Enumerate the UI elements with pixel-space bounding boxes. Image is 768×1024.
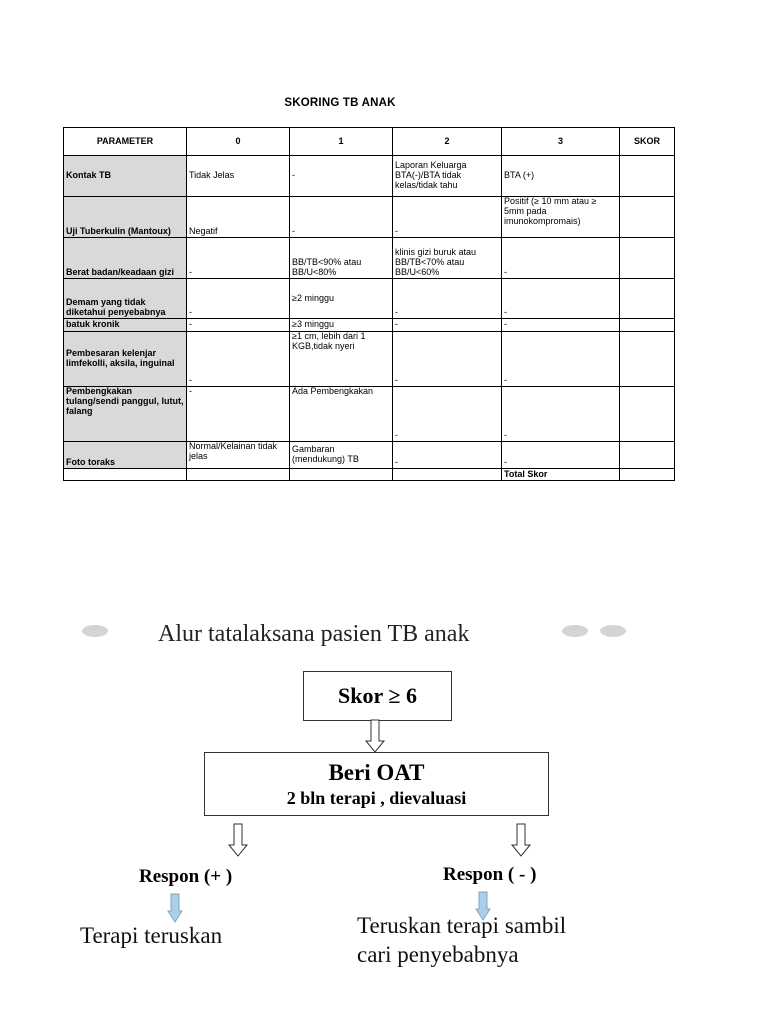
total-label: Total Skor: [502, 469, 620, 481]
score-cell: [620, 319, 675, 332]
table-cell: -: [502, 332, 620, 387]
table-cell: -: [502, 319, 620, 332]
scoring-table: [63, 127, 675, 481]
down-arrow-icon: [228, 823, 248, 857]
score-cell: [620, 332, 675, 387]
table-cell: -: [393, 387, 502, 442]
treatment-box: [204, 752, 549, 816]
table-cell: [187, 469, 290, 481]
table-cell: -: [290, 197, 393, 238]
table-cell: Normal/Kelainan tidak jelas: [187, 442, 290, 469]
total-score-cell: [620, 469, 675, 481]
table-cell: klinis gizi buruk atau BB/TB<70% atau BB/U<60%: [393, 238, 502, 279]
header-score-2: 2: [393, 128, 502, 156]
table-cell: ≥2 minggu: [290, 279, 393, 319]
table-cell: BB/TB<90% atau BB/U<80%: [290, 238, 393, 279]
param-cell: Pembesaran kelenjar limfekolli, aksila, inguinal: [64, 332, 187, 387]
treatment-flowchart: [72, 607, 646, 967]
table-row: [64, 279, 675, 319]
param-cell: Kontak TB: [64, 156, 187, 197]
down-arrow-icon: [511, 823, 531, 857]
flowchart-title: Alur tatalaksana pasien TB anak: [158, 621, 470, 647]
score-threshold-box: Skor ≥ 6: [303, 671, 452, 721]
table-cell: Laporan Keluarga BTA(-)/BTA tidak kelas/tidak tahu: [393, 156, 502, 197]
decorative-blob: [82, 625, 108, 637]
table-cell: -: [502, 387, 620, 442]
table-cell: Gambaran (mendukung) TB: [290, 442, 393, 469]
score-cell: [620, 442, 675, 469]
score-cell: [620, 279, 675, 319]
table-cell: ≥3 minggu: [290, 319, 393, 332]
response-negative: Respon ( - ): [443, 864, 537, 885]
score-cell: [620, 387, 675, 442]
table-cell: Negatif: [187, 197, 290, 238]
param-cell: Berat badan/keadaan gizi: [64, 238, 187, 279]
table-cell: Tidak Jelas: [187, 156, 290, 197]
response-positive: Respon (+ ): [139, 866, 233, 887]
table-cell: -: [502, 442, 620, 469]
table-cell: ≥1 cm, lebih dari 1 KGB,tidak nyeri: [290, 332, 393, 387]
score-cell: [620, 238, 675, 279]
table-row: [64, 332, 675, 387]
param-cell: Demam yang tidak diketahui penyebabnya: [64, 279, 187, 319]
table-cell: -: [187, 332, 290, 387]
table-header-row: [64, 128, 675, 156]
table-title: SKORING TB ANAK: [284, 97, 396, 109]
table-cell: -: [393, 319, 502, 332]
table-cell: -: [187, 319, 290, 332]
result-negative-line1: Teruskan terapi sambil: [357, 913, 567, 938]
table-cell: Positif (≥ 10 mm atau ≥ 5mm pada imunokompromais): [502, 197, 620, 238]
header-score-1: 1: [290, 128, 393, 156]
treatment-title: Beri OAT: [328, 760, 425, 785]
header-parameter: PARAMETER: [64, 128, 187, 156]
param-cell: Uji Tuberkulin (Mantoux): [64, 197, 187, 238]
decorative-blob: [600, 625, 626, 637]
result-negative-line2: cari penyebabnya: [357, 942, 519, 967]
table-row: [64, 156, 675, 197]
table-cell: -: [502, 238, 620, 279]
header-score-0: 0: [187, 128, 290, 156]
table-cell: Ada Pembengkakan: [290, 387, 393, 442]
table-cell: -: [502, 279, 620, 319]
param-cell: Foto toraks: [64, 442, 187, 469]
down-arrow-icon: [167, 893, 183, 923]
result-negative: [357, 911, 566, 967]
total-row: [64, 469, 675, 481]
treatment-detail: 2 bln terapi , dievaluasi: [286, 788, 467, 808]
table-cell: -: [187, 238, 290, 279]
table-cell: [393, 469, 502, 481]
score-cell: [620, 197, 675, 238]
table-row: [64, 442, 675, 469]
table-cell: -: [187, 387, 290, 442]
param-cell: Pembengkakan tulang/sendi panggul, lutut, falang: [64, 387, 187, 442]
table-cell: BTA (+): [502, 156, 620, 197]
table-cell: -: [393, 197, 502, 238]
header-skor: SKOR: [620, 128, 675, 156]
score-cell: [620, 156, 675, 197]
table-cell: -: [393, 442, 502, 469]
table-cell: -: [290, 156, 393, 197]
table-cell: -: [393, 332, 502, 387]
table-cell: [290, 469, 393, 481]
result-positive: Terapi teruskan: [80, 923, 223, 948]
table-cell: [64, 469, 187, 481]
down-arrow-icon: [365, 719, 385, 753]
param-cell: batuk kronik: [64, 319, 187, 332]
table-row: [64, 319, 675, 332]
table-cell: -: [393, 279, 502, 319]
table-row: [64, 197, 675, 238]
table-row: [64, 238, 675, 279]
header-score-3: 3: [502, 128, 620, 156]
decorative-blob: [562, 625, 588, 637]
table-cell: -: [187, 279, 290, 319]
table-row: [64, 387, 675, 442]
